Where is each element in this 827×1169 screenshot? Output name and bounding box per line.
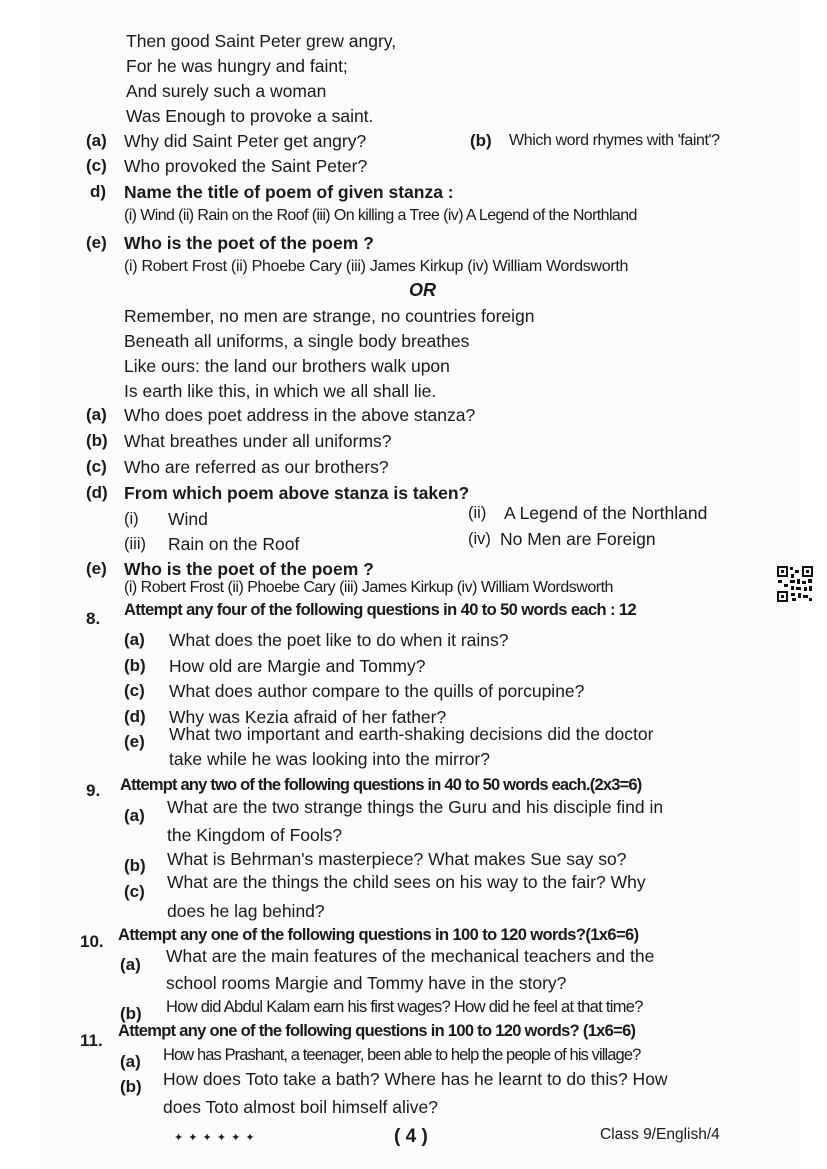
q7b-d-opt1-label: (i) [124, 510, 139, 528]
q7a-e-options: (i) Robert Frost (ii) Phoebe Cary (iii) James Kirkup (iv) William Wordsworth [124, 258, 629, 275]
stanza1-line-1: Then good Saint Peter grew angry, [126, 31, 397, 51]
q7a-d-label: d) [90, 182, 107, 201]
q10-b-label: (b) [120, 1004, 142, 1023]
q7b-d-opt3-label: (iii) [124, 535, 146, 553]
q9-a-label: (a) [124, 806, 145, 825]
q7b-d-label: (d) [86, 483, 108, 502]
q7b-d-opt2-label: (ii) [468, 504, 487, 522]
stanza1-line-4: Was Enough to provoke a saint. [126, 106, 374, 126]
q7a-b-text: Which word rhymes with 'faint'? [509, 132, 720, 149]
q8-c-text: What does author compare to the quills of porcupine? [169, 681, 585, 701]
q11-a-label: (a) [120, 1052, 141, 1071]
q7b-c-text: Who are referred as our brothers? [124, 457, 389, 477]
stanza2-line-2: Beneath all uniforms, a single body breathes [124, 331, 470, 351]
q10-number: 10. [80, 932, 104, 951]
q8-instruction: Attempt any four of the following questions in 40 to 50 words each : 12 [124, 601, 637, 619]
q7a-a-label: (a) [86, 131, 107, 150]
q8-e-text: What two important and earth-shaking decisions did the doctor [169, 724, 654, 744]
q7b-d-text: From which poem above stanza is taken? [124, 483, 470, 503]
q9-c-text: What are the things the child sees on his way to the fair? Why [167, 872, 646, 892]
q8-d-label: (d) [124, 707, 146, 726]
stanza2-line-1: Remember, no men are strange, no countries foreign [124, 306, 535, 326]
q7a-c-text: Who provoked the Saint Peter? [124, 156, 368, 176]
q8-number: 8. [86, 609, 101, 628]
q7b-e-text: Who is the poet of the poem ? [124, 559, 374, 579]
q7b-b-label: (b) [86, 431, 108, 450]
q7b-d-opt1-text: Wind [168, 509, 208, 529]
q8-b-label: (b) [124, 656, 146, 675]
q8-a-text: What does the poet like to do when it rains? [169, 630, 509, 650]
q11-number: 11. [80, 1031, 103, 1050]
q7a-a-text: Why did Saint Peter get angry? [124, 131, 367, 151]
q10-a-text: What are the main features of the mechanical teachers and the [166, 946, 655, 966]
stanza2-line-3: Like ours: the land our brothers walk upon [124, 356, 450, 376]
footer-page-number: ( 4 ) [394, 1126, 428, 1147]
q11-a-text: How has Prashant, a teenager, been able to help the people of his village? [163, 1046, 641, 1064]
stanza2-line-4: Is earth like this, in which we all shall lie. [124, 381, 437, 401]
q10-a-label: (a) [120, 955, 141, 974]
q11-b-text-2: does Toto almost boil himself alive? [163, 1097, 438, 1117]
q8-c-label: (c) [124, 681, 145, 700]
stanza1-line-3: And surely such a woman [126, 81, 327, 101]
q9-b-label: (b) [124, 856, 146, 875]
q9-number: 9. [86, 781, 101, 800]
footer-stars: ✦ ✦ ✦ ✦ ✦ ✦ [174, 1132, 256, 1144]
q11-b-text: How does Toto take a bath? Where has he learnt to do this? How [163, 1069, 668, 1089]
q10-a-text-2: school rooms Margie and Tommy have in the story? [166, 973, 567, 993]
qr-code-icon [776, 565, 814, 603]
q11-b-label: (b) [120, 1077, 142, 1096]
q9-b-text: What is Behrman's masterpiece? What makes Sue say so? [167, 849, 627, 869]
or-label: OR [409, 280, 436, 300]
q7a-e-label: (e) [86, 233, 107, 252]
q8-e-label: (e) [124, 732, 145, 751]
q9-c-text-2: does he lag behind? [167, 901, 325, 921]
q7b-e-options: (i) Robert Frost (ii) Phoebe Cary (iii) James Kirkup (iv) William Wordsworth [124, 579, 613, 596]
q7a-c-label: (c) [86, 156, 107, 175]
q8-e-text-2: take while he was looking into the mirror? [169, 749, 490, 769]
q9-c-label: (c) [124, 882, 145, 901]
stanza1-line-2: For he was hungry and faint; [126, 56, 348, 76]
q9-instruction: Attempt any two of the following questions in 40 to 50 words each.(2x3=6) [120, 776, 642, 794]
q7b-e-label: (e) [86, 559, 107, 578]
q7a-b-label: (b) [470, 131, 492, 150]
q9-a-text: What are the two strange things the Guru and his disciple find in [167, 797, 664, 817]
q7b-d-opt4-label: (iv) [468, 530, 491, 548]
q11-instruction: Attempt any one of the following questions in 100 to 120 words? (1x6=6) [118, 1022, 636, 1040]
q7a-d-text: Name the title of poem of given stanza : [124, 182, 454, 202]
q7b-a-label: (a) [86, 405, 107, 424]
q9-a-text-2: the Kingdom of Fools? [167, 825, 343, 845]
q7b-b-text: What breathes under all uniforms? [124, 431, 392, 451]
footer-class-code: Class 9/English/4 [600, 1126, 720, 1143]
q7a-e-text: Who is the poet of the poem ? [124, 233, 374, 253]
q10-instruction: Attempt any one of the following questions in 100 to 120 words?(1x6=6) [118, 926, 639, 944]
q7b-d-opt4-text: No Men are Foreign [500, 529, 656, 549]
q8-b-text: How old are Margie and Tommy? [169, 656, 426, 676]
q8-d-text: Why was Kezia afraid of her father? [169, 707, 447, 727]
q7a-d-options: (i) Wind (ii) Rain on the Roof (iii) On killing a Tree (iv) A Legend of the Northland [124, 207, 637, 224]
q7b-a-text: Who does poet address in the above stanza? [124, 405, 476, 425]
q7b-d-opt3-text: Rain on the Roof [168, 534, 300, 554]
q8-a-label: (a) [124, 630, 145, 649]
q7b-c-label: (c) [86, 457, 107, 476]
q10-b-text: How did Abdul Kalam earn his first wages? How did he feel at that time? [166, 998, 643, 1016]
q7b-d-opt2-text: A Legend of the Northland [504, 503, 708, 523]
